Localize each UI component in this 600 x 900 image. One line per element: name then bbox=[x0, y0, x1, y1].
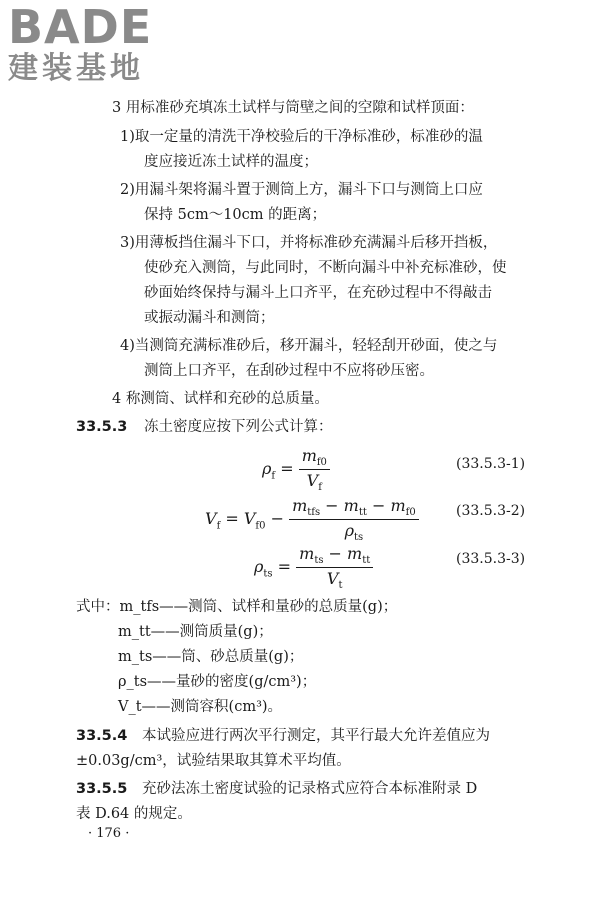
subitem-1-line2: 度应接近冻土试样的温度； bbox=[144, 154, 318, 170]
subitem-3-line2: 使砂充入测筒，与此同时，不断向漏斗中补充标准砂，使 bbox=[144, 260, 507, 276]
equation-3: $\rho_{ts}$ = $\frac{m_{ts} - m_{tt}}{V_t}$ bbox=[254, 544, 373, 591]
item-4: 4 称测筒、试样和充砂的总质量。 bbox=[112, 391, 329, 407]
logo-chinese-text: 建装基地 bbox=[8, 51, 144, 86]
equation-1-number: (33.5.3-1) bbox=[456, 456, 526, 472]
section-text: 充砂法冻土密度试验的记录格式应符合本标准附录 D bbox=[141, 781, 478, 797]
section-33-5-4-cont: ±0.03g/cm³，试验结果取其算术平均值。 bbox=[76, 753, 351, 769]
logo-latin-text: BADE bbox=[8, 0, 153, 54]
subitem-4-line2: 测筒上口齐平，在刮砂过程中不应将砂压密。 bbox=[144, 363, 434, 379]
subitem-4-line1: 4)当测筒充满标准砂后，移开漏斗，轻轻刮开砂面，使之与 bbox=[120, 338, 498, 354]
bade-logo bbox=[8, 0, 178, 86]
section-number: 33.5.3 bbox=[76, 419, 128, 435]
section-33-5-5 bbox=[76, 779, 477, 799]
where-clause-4: ρ_ts——量砂的密度(g/cm³)； bbox=[118, 674, 317, 690]
section-33-5-4 bbox=[76, 726, 490, 746]
item-3: 3 用标准砂充填冻土试样与筒壁之间的空隙和试样顶面： bbox=[112, 100, 474, 116]
equation-2: $V_f = V_{f0}$ − $\frac{m_{tfs} - m_{tt} - m_{f0}}{\rho_{ts}}$ bbox=[205, 496, 419, 543]
subitem-2-line1: 2)用漏斗架将漏斗置于测筒上方，漏斗下口与测筒上口应 bbox=[120, 182, 483, 198]
section-text: 本试验应进行两次平行测定，其平行最大允许差值应为 bbox=[141, 728, 490, 744]
subitem-2-line2: 保持 5cm～10cm 的距离； bbox=[144, 207, 327, 223]
equation-3-number: (33.5.3-3) bbox=[456, 551, 526, 567]
section-33-5-3 bbox=[76, 417, 332, 437]
section-number: 33.5.4 bbox=[76, 728, 128, 744]
page-number: · 176 · bbox=[88, 826, 130, 841]
subitem-3-line3: 砂面始终保持与漏斗上口齐平，在充砂过程中不得敲击 bbox=[144, 285, 492, 301]
subitem-3-line1: 3)用薄板挡住漏斗下口，并将标准砂充满漏斗后移开挡板， bbox=[120, 235, 498, 251]
where-clause-3: m_ts——筒、砂总质量(g)； bbox=[118, 649, 304, 665]
where-clause-2: m_tt——测筒质量(g)； bbox=[118, 624, 273, 640]
subitem-1-line1: 1)取一定量的清洗干净校验后的干净标准砂，标准砂的温 bbox=[120, 129, 483, 145]
where-clause-5: V_t——测筒容积(cm³)。 bbox=[118, 699, 283, 715]
section-33-5-5-cont: 表 D.64 的规定。 bbox=[76, 806, 192, 822]
equation-2-number: (33.5.3-2) bbox=[456, 503, 526, 519]
equation-1: $\rho_f$ = $\frac{m_{f0}}{V_f}$ bbox=[262, 446, 330, 493]
where-clause-1: 式中：m_tfs——测筒、试样和量砂的总质量(g)； bbox=[76, 599, 398, 615]
section-text: 冻土密度应按下列公式计算： bbox=[143, 419, 333, 435]
section-number: 33.5.5 bbox=[76, 781, 128, 797]
subitem-3-line4: 或振动漏斗和测筒； bbox=[144, 310, 275, 326]
